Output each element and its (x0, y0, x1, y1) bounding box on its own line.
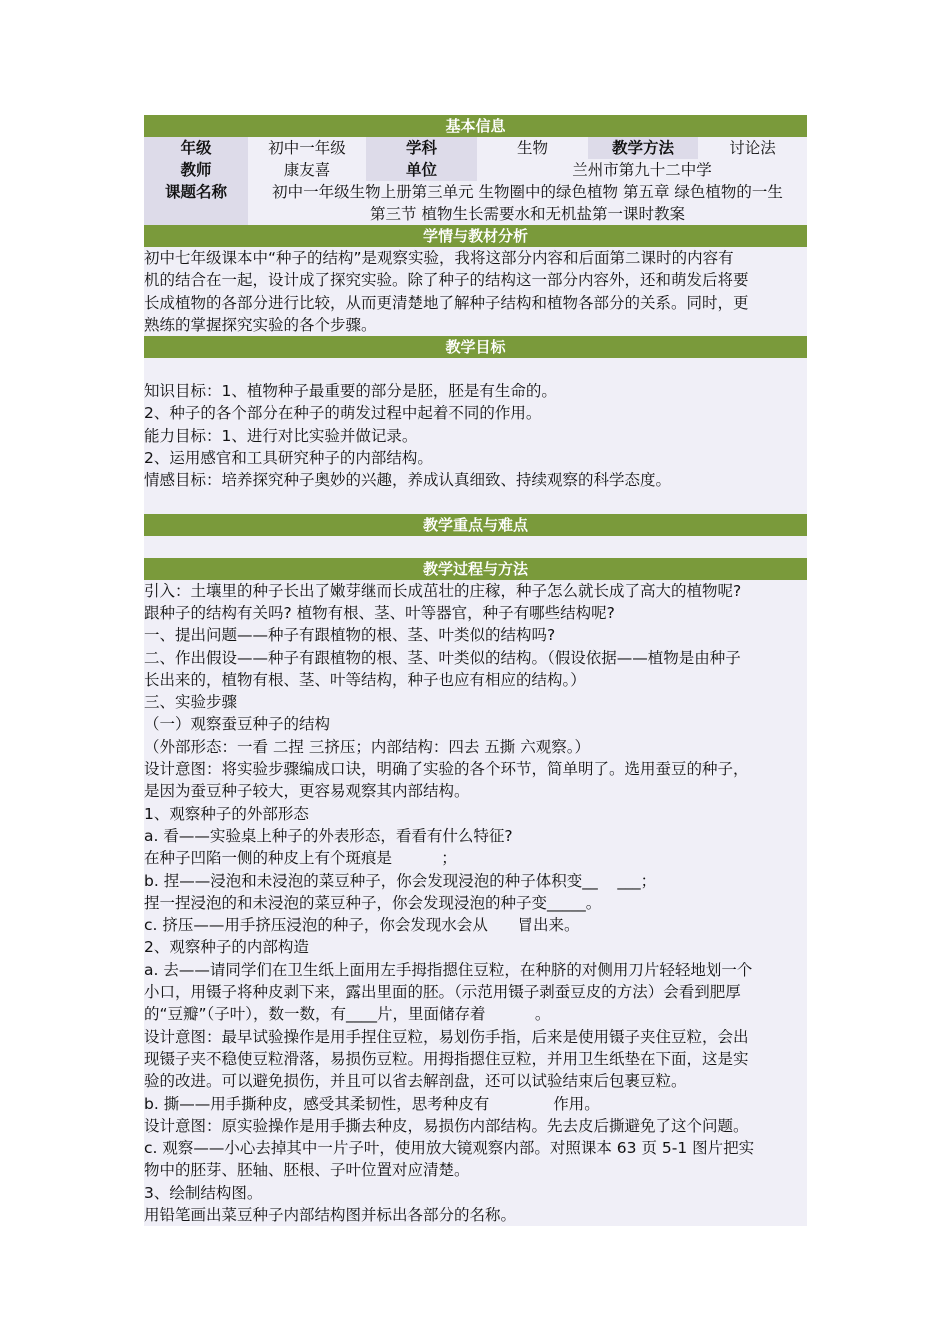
section-analysis: 学情与教材分析 (144, 225, 807, 247)
unit-label: 单位 (366, 159, 477, 181)
process-line: a. 去——请同学们在卫生纸上面用左手拇指摁住豆粒，在种脐的对侧用刀片轻轻地划一个 (144, 960, 753, 979)
process-text (144, 580, 807, 1227)
lesson-title-line-1: 初中一年级生物上册第三单元 生物圈中的绿色植物 第五章 绿色植物的一生 (272, 183, 783, 201)
goal-line: 知识目标：1、植物种子最重要的部分是胚，胚是有生命的。 (144, 382, 557, 401)
unit-value: 兰州市第九十二中学 (477, 159, 807, 181)
analysis-line: 熟练的掌握探究实验的各个步骤。 (144, 315, 377, 334)
section-process: 教学过程与方法 (144, 558, 807, 580)
info-row-2 (144, 159, 807, 181)
process-line: 设计意图：原实验操作是用手撕去种皮，易损伤内部结构。先去皮后撕避免了这个问题。 (144, 1116, 749, 1135)
analysis-line: 初中七年级课本中“种子的结构”是观察实验，我将这部分内容和后面第二课时的内容有 (144, 249, 734, 267)
process-line: 物中的胚芽、胚轴、胚根、子叶位置对应清楚。 (144, 1161, 470, 1180)
method-value: 讨论法 (698, 137, 807, 159)
process-line: b. 撕——用手撕种皮，感受其柔韧性，思考种皮有 作用。 (144, 1094, 600, 1113)
info-row-1 (144, 137, 807, 159)
subject-label: 学科 (366, 137, 477, 159)
process-line: 的“豆瓣”（子叶），数一数，有____片，里面储存着 。 (144, 1005, 551, 1024)
lesson-title-line-2: 第三节 植物生长需要水和无机盐第一课时教案 (370, 205, 685, 223)
process-line: 设计意图：将实验步骤编成口诀，明确了实验的各个环节，简单明了。选用蚕豆的种子， (144, 760, 749, 779)
goal-line: 情感目标：培养探究种子奥妙的兴趣，养成认真细致、持续观察的科学态度。 (144, 471, 672, 490)
process-line: b. 捏——浸泡和未浸泡的菜豆种子，你会发现浸泡的种子体积变__ ___； (144, 871, 657, 890)
process-line: 捏一捏浸泡的和未浸泡的菜豆种子，你会发现浸泡的种子变_____。 (144, 893, 602, 912)
method-label: 教学方法 (588, 137, 698, 159)
goals-text (144, 358, 807, 513)
process-line: 3、绘制结构图。 (144, 1183, 263, 1202)
process-line: 在种子凹陷一侧的种皮上有个斑痕是 ； (144, 849, 457, 868)
process-line: 长出来的，植物有根、茎、叶等结构，种子也应有相应的结构。） (144, 670, 586, 689)
grade-label: 年级 (144, 137, 248, 159)
process-line: 验的改进。可以避免损伤，并且可以省去解剖盘，还可以试验结束后包裹豆粒。 (144, 1072, 687, 1091)
lesson-plan-table (144, 115, 807, 1226)
process-line: （外部形态：一看 二捏 三挤压；内部结构：四去 五撕 六观察。） (144, 737, 590, 756)
goal-line: 2、运用感官和工具研究种子的内部结构。 (144, 449, 433, 468)
process-line: 二、作出假设——种子有跟植物的根、茎、叶类似的结构。（假设依据——植物是由种子 (144, 648, 741, 667)
process-line: 引入：土壤里的种子长出了嫩芽继而长成茁壮的庄稼，种子怎么就长成了高大的植物呢? (144, 581, 742, 600)
teacher-label: 教师 (144, 159, 248, 181)
process-line: 跟种子的结构有关吗? 植物有根、茎、叶等器官，种子有哪些结构呢? (144, 603, 615, 622)
analysis-line: 机的结合在一起，设计成了探究实验。除了种子的结构这一部分内容外，还和萌发后将要 (144, 271, 749, 290)
subject-value: 生物 (477, 137, 588, 159)
goal-line: 2、种子的各个部分在种子的萌发过程中起着不同的作用。 (144, 404, 542, 423)
process-line: 小口，用镊子将种皮剥下来，露出里面的胚。（示范用镊子剥蚕豆皮的方法）会看到肥厚 (144, 983, 741, 1002)
process-line: （一）观察蚕豆种子的结构 (144, 715, 331, 734)
grade-value: 初中一年级 (248, 137, 366, 159)
process-line: 用铅笔画出菜豆种子内部结构图并标出各部分的名称。 (144, 1205, 517, 1224)
process-line: 现镊子夹不稳使豆粒滑落，易损伤豆粒。用拇指摁住豆粒，并用卫生纸垫在下面，这是实 (144, 1049, 749, 1068)
title-label: 课题名称 (144, 181, 248, 225)
lesson-title (248, 181, 807, 225)
process-line: c. 观察——小心去掉其中一片子叶，使用放大镜观察内部。对照课本 63 页 5-1 图片把实 (144, 1139, 755, 1158)
process-line: 设计意图：最早试验操作是用手捏住豆粒，易划伤手指，后来是使用镊子夹住豆粒，会出 (144, 1027, 749, 1046)
section-key-points: 教学重点与难点 (144, 514, 807, 536)
teacher-value: 康友喜 (248, 159, 366, 181)
process-line: 三、实验步骤 (144, 693, 238, 712)
spacer (144, 492, 807, 514)
process-line: c. 挤压——用手挤压浸泡的种子，你会发现水会从 冒出来。 (144, 916, 580, 935)
analysis-text (144, 247, 807, 336)
section-basic-info: 基本信息 (144, 115, 807, 137)
spacer (144, 358, 807, 380)
process-line: 1、观察种子的外部形态 (144, 804, 309, 823)
process-line: 是因为蚕豆种子较大，更容易观察其内部结构。 (144, 782, 470, 801)
process-line: 2、观察种子的内部构造 (144, 938, 309, 957)
analysis-line: 长成植物的各部分进行比较，从而更清楚地了解种子结构和植物各部分的关系。同时，更 (144, 293, 749, 312)
key-points-empty (144, 536, 807, 558)
goal-line: 能力目标：1、进行对比实验并做记录。 (144, 426, 418, 445)
process-line: 一、提出问题——种子有跟植物的根、茎、叶类似的结构吗? (144, 626, 556, 645)
process-line: a. 看——实验桌上种子的外表形态，看看有什么特征? (144, 826, 513, 845)
lesson-title-row (144, 181, 807, 225)
section-goals: 教学目标 (144, 336, 807, 358)
